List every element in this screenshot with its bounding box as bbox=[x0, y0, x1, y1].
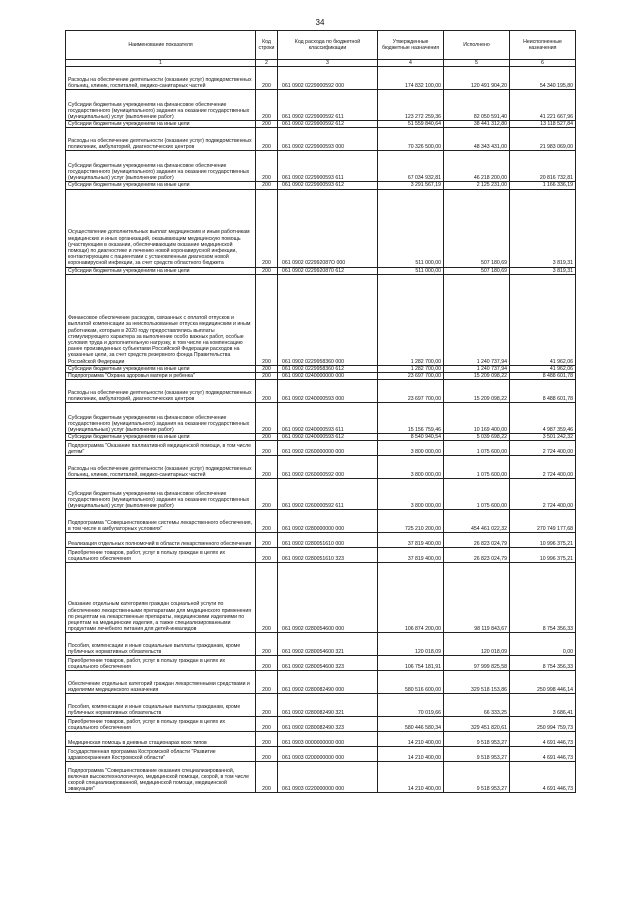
table-row bbox=[66, 533, 576, 548]
row-line-code: 200 bbox=[256, 694, 278, 717]
row-name: Субсидии бюджетным учреждениям на иные цели bbox=[66, 182, 256, 189]
table-row bbox=[66, 510, 576, 533]
header-executed: Исполнено bbox=[444, 31, 510, 60]
row-unexecuted: 1 166 336,19 bbox=[510, 182, 576, 189]
row-executed: 1 075 600,00 bbox=[444, 441, 510, 456]
header-budget-code: Код расхода по бюджетной классификации bbox=[278, 31, 378, 60]
row-budget-code: 061 0902 0240000593 612 bbox=[278, 434, 378, 441]
header-index-4: 4 bbox=[378, 60, 444, 67]
row-line-code: 200 bbox=[256, 633, 278, 656]
table-row bbox=[66, 694, 576, 717]
table-row bbox=[66, 67, 576, 90]
row-budget-code: 061 0902 0229958360 000 bbox=[278, 274, 378, 365]
row-executed: 329 518 153,86 bbox=[444, 671, 510, 694]
row-name: Реализация отдельных полномочий в области лекарственного обеспечения bbox=[66, 533, 256, 548]
row-executed: 9 518 953,27 bbox=[444, 747, 510, 762]
row-executed: 1 240 737,94 bbox=[444, 274, 510, 365]
table-row bbox=[66, 732, 576, 747]
row-budget-code: 061 0902 0229920870 612 bbox=[278, 267, 378, 274]
row-budget-code: 061 0902 0280082490 000 bbox=[278, 671, 378, 694]
row-unexecuted: 10 996 375,21 bbox=[510, 533, 576, 548]
row-executed: 15 209 098,22 bbox=[444, 380, 510, 403]
row-executed: 9 518 953,27 bbox=[444, 732, 510, 747]
row-budget-code: 061 0902 0240000000 000 bbox=[278, 373, 378, 380]
table-row bbox=[66, 441, 576, 456]
row-approved: 725 210 200,00 bbox=[378, 510, 444, 533]
row-executed: 82 050 591,40 bbox=[444, 90, 510, 121]
row-budget-code: 061 0902 0280051610 323 bbox=[278, 548, 378, 563]
row-name: Приобретение товаров, работ, услуг в пользу граждан в целях их социального обеспечения bbox=[66, 548, 256, 563]
row-executed: 66 333,25 bbox=[444, 694, 510, 717]
header-index-3: 3 bbox=[278, 60, 378, 67]
row-unexecuted: 41 962,06 bbox=[510, 274, 576, 365]
row-name: Обеспечение отдельных категорий граждан лекарственными средствами и изделиями медицинского назначения bbox=[66, 671, 256, 694]
row-executed: 26 823 024,79 bbox=[444, 548, 510, 563]
row-name: Медицинская помощь в дневных стационарах всех типов bbox=[66, 732, 256, 747]
row-name: Государственная программа Костромской области "Развитие здравоохранения Костромской области" bbox=[66, 747, 256, 762]
row-line-code: 200 bbox=[256, 121, 278, 128]
row-approved: 14 210 400,00 bbox=[378, 747, 444, 762]
row-name: Расходы на обеспечение деятельности (оказание услуг) подведомственных поликлиник, амбулаторий, диагностических центров bbox=[66, 380, 256, 403]
table-row bbox=[66, 671, 576, 694]
row-line-code: 200 bbox=[256, 456, 278, 479]
row-name: Приобретение товаров, работ, услуг в пользу граждан в целях их социального обеспечения bbox=[66, 656, 256, 671]
row-name: Подпрограмма "Оказание паллиативной медицинской помощи, в том числе детям" bbox=[66, 441, 256, 456]
row-approved: 8 540 940,54 bbox=[378, 434, 444, 441]
row-line-code: 200 bbox=[256, 533, 278, 548]
row-budget-code: 061 0902 0260000592 000 bbox=[278, 456, 378, 479]
row-approved: 3 800 000,00 bbox=[378, 456, 444, 479]
row-approved: 51 559 840,64 bbox=[378, 121, 444, 128]
table-row bbox=[66, 373, 576, 380]
row-name: Подпрограмма "Совершенствование оказания специализированной, включая высокотехнологичную, медицинской помощи, скорой, в том числе скорой специализированной, медицинской помощи, медицинской эвакуации" bbox=[66, 762, 256, 793]
table-row bbox=[66, 656, 576, 671]
row-unexecuted: 4 691 446,73 bbox=[510, 747, 576, 762]
table-row bbox=[66, 121, 576, 128]
row-name: Субсидии бюджетным учреждениям на финансовое обеспечение государственного (муниципального) задания на оказание государственных (муниципальных) услуг (выполнение работ) bbox=[66, 403, 256, 434]
table-row bbox=[66, 189, 576, 267]
row-executed: 2 125 231,00 bbox=[444, 182, 510, 189]
table-row bbox=[66, 717, 576, 732]
table-row bbox=[66, 633, 576, 656]
table-row bbox=[66, 747, 576, 762]
row-budget-code: 061 0902 0229900592 000 bbox=[278, 67, 378, 90]
row-executed: 5 039 698,22 bbox=[444, 434, 510, 441]
row-budget-code: 061 0902 0260000000 000 bbox=[278, 441, 378, 456]
header-line-code: Код строки bbox=[256, 31, 278, 60]
table-row bbox=[66, 182, 576, 189]
row-unexecuted: 41 962,06 bbox=[510, 365, 576, 372]
budget-execution-table bbox=[65, 30, 576, 793]
header-approved: Утвержденные бюджетные назначения bbox=[378, 31, 444, 60]
row-approved: 70 019,66 bbox=[378, 694, 444, 717]
row-approved: 106 754 181,91 bbox=[378, 656, 444, 671]
table-row bbox=[66, 128, 576, 151]
row-executed: 48 343 431,00 bbox=[444, 128, 510, 151]
row-approved: 1 282 700,00 bbox=[378, 274, 444, 365]
row-approved: 67 034 932,81 bbox=[378, 151, 444, 182]
row-budget-code: 061 0902 0280051610 000 bbox=[278, 533, 378, 548]
row-name: Оказание отдельным категориям граждан социальной услуги по обеспечению лекарственными препаратами для медицинского применения по рецептам на лекарственные препараты, медицинскими изделиями по рецептам на медицинские изделия, а также специализированными продуктами лечебного питания для детей-инвалидов bbox=[66, 563, 256, 633]
row-unexecuted: 270 749 177,68 bbox=[510, 510, 576, 533]
row-budget-code: 061 0902 0240000593 611 bbox=[278, 403, 378, 434]
row-approved: 23 697 700,00 bbox=[378, 380, 444, 403]
row-budget-code: 061 0902 022992087О 000 bbox=[278, 189, 378, 267]
header-indicator-name: Наименование показателя bbox=[66, 31, 256, 60]
row-budget-code: 061 0903 0220000000 000 bbox=[278, 762, 378, 793]
row-executed: 46 218 200,00 bbox=[444, 151, 510, 182]
row-executed: 98 119 843,67 bbox=[444, 563, 510, 633]
row-approved: 580 446 580,34 bbox=[378, 717, 444, 732]
row-budget-code: 061 0902 0229900592 612 bbox=[278, 121, 378, 128]
row-unexecuted: 41 221 667,96 bbox=[510, 90, 576, 121]
row-name: Субсидии бюджетным учреждениям на иные цели bbox=[66, 365, 256, 372]
row-unexecuted: 3 686,41 bbox=[510, 694, 576, 717]
row-line-code: 200 bbox=[256, 732, 278, 747]
row-budget-code: 061 0902 0280000000 000 bbox=[278, 510, 378, 533]
row-line-code: 200 bbox=[256, 656, 278, 671]
row-unexecuted: 54 340 195,80 bbox=[510, 67, 576, 90]
row-unexecuted: 3 819,31 bbox=[510, 189, 576, 267]
row-approved: 15 156 759,46 bbox=[378, 403, 444, 434]
row-budget-code: 061 0902 0280054600 321 bbox=[278, 633, 378, 656]
row-name: Пособия, компенсации и иные социальные выплаты гражданам, кроме публичных нормативных обязательств bbox=[66, 694, 256, 717]
header-unexecuted: Неисполненные назначения bbox=[510, 31, 576, 60]
row-approved: 3 800 000,00 bbox=[378, 441, 444, 456]
row-budget-code: 061 0902 0240000593 000 bbox=[278, 380, 378, 403]
row-executed: 329 451 820,61 bbox=[444, 717, 510, 732]
row-line-code: 200 bbox=[256, 380, 278, 403]
row-line-code: 200 bbox=[256, 434, 278, 441]
row-budget-code: 061 0902 0229900593 611 bbox=[278, 151, 378, 182]
row-approved: 511 000,00 bbox=[378, 267, 444, 274]
row-unexecuted: 3 819,31 bbox=[510, 267, 576, 274]
table-row bbox=[66, 274, 576, 365]
row-approved: 14 210 400,00 bbox=[378, 762, 444, 793]
table-row bbox=[66, 434, 576, 441]
row-unexecuted: 8 488 601,78 bbox=[510, 380, 576, 403]
row-name: Субсидии бюджетным учреждениям на иные цели bbox=[66, 267, 256, 274]
row-unexecuted: 2 724 400,00 bbox=[510, 479, 576, 510]
row-approved: 3 291 567,19 bbox=[378, 182, 444, 189]
row-approved: 580 516 600,00 bbox=[378, 671, 444, 694]
row-unexecuted: 2 724 400,00 bbox=[510, 456, 576, 479]
header-index-2: 2 bbox=[256, 60, 278, 67]
row-unexecuted: 8 754 356,33 bbox=[510, 656, 576, 671]
table-row bbox=[66, 479, 576, 510]
row-line-code: 200 bbox=[256, 717, 278, 732]
row-name: Осуществление дополнительных выплат медицинским и иным работникам медицинских и иных организаций, оказывающим медицинскую помощь (участвующим в оказании, обеспечивающим оказание медицинской помощи) по диагностике и лечению новой коронавирусной инфекции, контактирующим с пациентами с установленным диагнозом новой коронавирусной инфекции, за счет средств областного бюджета bbox=[66, 189, 256, 267]
row-line-code: 200 bbox=[256, 403, 278, 434]
row-unexecuted: 21 983 069,00 bbox=[510, 128, 576, 151]
row-unexecuted: 0,00 bbox=[510, 633, 576, 656]
row-line-code: 200 bbox=[256, 274, 278, 365]
row-line-code: 200 bbox=[256, 267, 278, 274]
row-name: Подпрограмма "Охрана здоровья матери и ребенка" bbox=[66, 373, 256, 380]
header-index-5: 5 bbox=[444, 60, 510, 67]
row-executed: 10 169 400,00 bbox=[444, 403, 510, 434]
row-budget-code: 061 0903 0000000000 000 bbox=[278, 732, 378, 747]
row-unexecuted: 10 996 375,21 bbox=[510, 548, 576, 563]
row-approved: 120 018,09 bbox=[378, 633, 444, 656]
row-line-code: 200 bbox=[256, 671, 278, 694]
row-budget-code: 061 0902 0280082490 321 bbox=[278, 694, 378, 717]
row-approved: 14 210 400,00 bbox=[378, 732, 444, 747]
row-approved: 106 874 200,00 bbox=[378, 563, 444, 633]
table-row bbox=[66, 762, 576, 793]
page-number: 34 bbox=[315, 18, 325, 27]
row-executed: 97 999 825,58 bbox=[444, 656, 510, 671]
row-line-code: 200 bbox=[256, 747, 278, 762]
row-name: Приобретение товаров, работ, услуг в пользу граждан в целях их социального обеспечения bbox=[66, 717, 256, 732]
row-line-code: 200 bbox=[256, 67, 278, 90]
row-line-code: 200 bbox=[256, 510, 278, 533]
row-approved: 123 272 259,36 bbox=[378, 90, 444, 121]
row-name: Пособия, компенсации и иные социальные выплаты гражданам, кроме публичных нормативных обязательств bbox=[66, 633, 256, 656]
row-executed: 507 180,69 bbox=[444, 189, 510, 267]
row-line-code: 200 bbox=[256, 90, 278, 121]
row-name: Субсидии бюджетным учреждениям на финансовое обеспечение государственного (муниципального) задания на оказание государственных (муниципальных) услуг (выполнение работ) bbox=[66, 90, 256, 121]
row-executed: 1 075 600,00 bbox=[444, 456, 510, 479]
row-unexecuted: 8 488 601,78 bbox=[510, 373, 576, 380]
row-line-code: 200 bbox=[256, 479, 278, 510]
row-line-code: 200 bbox=[256, 563, 278, 633]
table-row bbox=[66, 267, 576, 274]
row-name: Субсидии бюджетным учреждениям на финансовое обеспечение государственного (муниципального) задания на оказание государственных (муниципальных) услуг (выполнение работ) bbox=[66, 479, 256, 510]
row-budget-code: 061 0902 0280054600 323 bbox=[278, 656, 378, 671]
row-name: Субсидии бюджетным учреждениям на финансовое обеспечение государственного (муниципального) задания на оказание государственных (муниципальных) услуг (выполнение работ) bbox=[66, 151, 256, 182]
table-row bbox=[66, 548, 576, 563]
row-name: Финансовое обеспечение расходов, связанных с оплатой отпусков и выплатой компенсации за неиспользованные отпуска медицинским и иным работникам, которым в 2020 году предоставлялись выплаты стимулирующего характера за выполнение особо важных работ, особые условия труда и дополнительную нагрузку, в том числе на компенсацию ранее произведенных субъектами Российской Федерации расходов на указанные цели, за счет средств резервного фонда Правительства Российской Федерации bbox=[66, 274, 256, 365]
table-row bbox=[66, 563, 576, 633]
row-executed: 120 491 904,20 bbox=[444, 67, 510, 90]
row-name: Расходы на обеспечение деятельности (оказание услуг) подведомственных поликлиник, амбулаторий, диагностических центров bbox=[66, 128, 256, 151]
row-line-code: 200 bbox=[256, 182, 278, 189]
row-executed: 454 461 022,32 bbox=[444, 510, 510, 533]
row-executed: 26 823 024,79 bbox=[444, 533, 510, 548]
table-row bbox=[66, 90, 576, 121]
row-approved: 23 697 700,00 bbox=[378, 373, 444, 380]
row-approved: 37 819 400,00 bbox=[378, 548, 444, 563]
row-budget-code: 061 0902 0260000592 611 bbox=[278, 479, 378, 510]
table-row bbox=[66, 403, 576, 434]
row-unexecuted: 4 987 359,46 bbox=[510, 403, 576, 434]
row-unexecuted: 3 501 242,32 bbox=[510, 434, 576, 441]
table-row bbox=[66, 365, 576, 372]
row-executed: 38 441 312,80 bbox=[444, 121, 510, 128]
row-approved: 511 000,00 bbox=[378, 189, 444, 267]
table-body bbox=[66, 67, 576, 793]
row-approved: 3 800 000,00 bbox=[378, 479, 444, 510]
row-unexecuted: 8 754 356,33 bbox=[510, 563, 576, 633]
row-name: Расходы на обеспечение деятельности (оказание услуг) подведомственных больниц, клиник, госпиталей, медико-санитарных частей bbox=[66, 456, 256, 479]
row-budget-code: 061 0902 0229900593 612 bbox=[278, 182, 378, 189]
row-line-code: 200 bbox=[256, 762, 278, 793]
row-line-code: 200 bbox=[256, 151, 278, 182]
table-row bbox=[66, 380, 576, 403]
row-executed: 507 180,69 bbox=[444, 267, 510, 274]
row-unexecuted: 4 691 446,73 bbox=[510, 732, 576, 747]
row-unexecuted: 250 998 446,14 bbox=[510, 671, 576, 694]
row-executed: 9 518 953,27 bbox=[444, 762, 510, 793]
row-budget-code: 061 0902 0229958360 612 bbox=[278, 365, 378, 372]
header-index-1: 1 bbox=[66, 60, 256, 67]
row-budget-code: 061 0903 0200000000 000 bbox=[278, 747, 378, 762]
row-executed: 15 209 098,22 bbox=[444, 373, 510, 380]
header-index-6: 6 bbox=[510, 60, 576, 67]
row-unexecuted: 13 118 527,84 bbox=[510, 121, 576, 128]
row-unexecuted: 2 724 400,00 bbox=[510, 441, 576, 456]
row-budget-code: 061 0902 0280054600 000 bbox=[278, 563, 378, 633]
row-name: Подпрограмма "Совершенствование системы лекарственного обеспечения, в том числе в амбулаторных условиях" bbox=[66, 510, 256, 533]
row-line-code: 200 bbox=[256, 548, 278, 563]
row-unexecuted: 20 816 732,81 bbox=[510, 151, 576, 182]
row-approved: 37 819 400,00 bbox=[378, 533, 444, 548]
row-approved: 70 326 500,00 bbox=[378, 128, 444, 151]
row-line-code: 200 bbox=[256, 441, 278, 456]
row-budget-code: 061 0902 0280082490 323 bbox=[278, 717, 378, 732]
table-row bbox=[66, 456, 576, 479]
row-executed: 120 018,09 bbox=[444, 633, 510, 656]
table-row bbox=[66, 151, 576, 182]
row-executed: 1 075 600,00 bbox=[444, 479, 510, 510]
row-budget-code: 061 0902 0229900593 000 bbox=[278, 128, 378, 151]
row-line-code: 200 bbox=[256, 365, 278, 372]
row-name: Субсидии бюджетным учреждениям на иные цели bbox=[66, 121, 256, 128]
row-unexecuted: 4 691 446,73 bbox=[510, 762, 576, 793]
row-line-code: 200 bbox=[256, 189, 278, 267]
row-name: Расходы на обеспечение деятельности (оказание услуг) подведомственных больниц, клиник, госпиталей, медико-санитарных частей bbox=[66, 67, 256, 90]
row-approved: 1 282 700,00 bbox=[378, 365, 444, 372]
row-executed: 1 240 737,94 bbox=[444, 365, 510, 372]
row-approved: 174 832 100,00 bbox=[378, 67, 444, 90]
row-budget-code: 061 0902 0229900592 611 bbox=[278, 90, 378, 121]
row-name: Субсидии бюджетным учреждениям на иные цели bbox=[66, 434, 256, 441]
row-line-code: 200 bbox=[256, 373, 278, 380]
row-unexecuted: 250 994 759,73 bbox=[510, 717, 576, 732]
row-line-code: 200 bbox=[256, 128, 278, 151]
